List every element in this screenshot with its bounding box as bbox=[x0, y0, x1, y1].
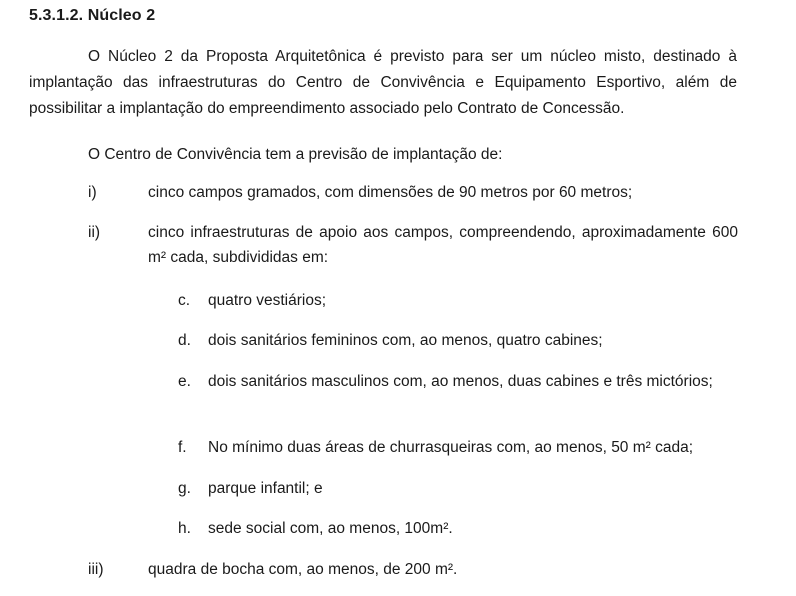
sub-list-item-text: sede social com, ao menos, 100m². bbox=[208, 520, 453, 537]
sub-list-item-marker: h. bbox=[178, 520, 191, 537]
sub-list-item-text: No mínimo duas áreas de churrasqueiras com, ao menos, 50 m² cada; bbox=[208, 439, 694, 456]
list-item-text: quadra de bocha com, ao menos, de 200 m². bbox=[148, 561, 458, 578]
sub-list-item-marker: c. bbox=[178, 292, 191, 309]
section-number: 5.3.1.2. bbox=[29, 7, 84, 24]
section-title: Núcleo 2 bbox=[87, 7, 156, 24]
section-heading bbox=[29, 7, 155, 25]
list-item-text: cinco campos gramados, com dimensões de 90 metros por 60 metros; bbox=[148, 184, 633, 201]
sub-list-item-text: dois sanitários femininos com, ao menos, quatro cabines; bbox=[208, 332, 603, 349]
paragraph-text: O Núcleo 2 da Proposta Arquitetônica é previsto para ser um núcleo misto, destinado à implantação das infraestruturas do Centro de Convivência e Equipamento Esportivo, além de possibilitar a implantação do empreendimento associado pelo Contrato de Concessão. bbox=[29, 48, 737, 117]
list-item-marker: ii) bbox=[88, 224, 101, 241]
list-item-marker: iii) bbox=[88, 561, 104, 578]
sub-list-item-text: dois sanitários masculinos com, ao menos, duas cabines e três mictórios; bbox=[208, 373, 713, 390]
sub-list-item-marker: g. bbox=[178, 480, 191, 497]
sub-list-item-marker: f. bbox=[178, 439, 187, 456]
sub-list-item-text: parque infantil; e bbox=[208, 480, 323, 497]
sub-list-item-text: quatro vestiários; bbox=[208, 292, 327, 309]
intro-line: O Centro de Convivência tem a previsão de implantação de: bbox=[88, 146, 503, 163]
sub-list-item-marker: e. bbox=[178, 373, 191, 390]
sub-list-item-marker: d. bbox=[178, 332, 191, 349]
list-item-marker: i) bbox=[88, 184, 97, 201]
list-item-text: cinco infraestruturas de apoio aos campos, compreendendo, aproximadamente 600 m² cada, subdivididas em: bbox=[148, 224, 738, 266]
body-paragraph bbox=[29, 44, 737, 122]
